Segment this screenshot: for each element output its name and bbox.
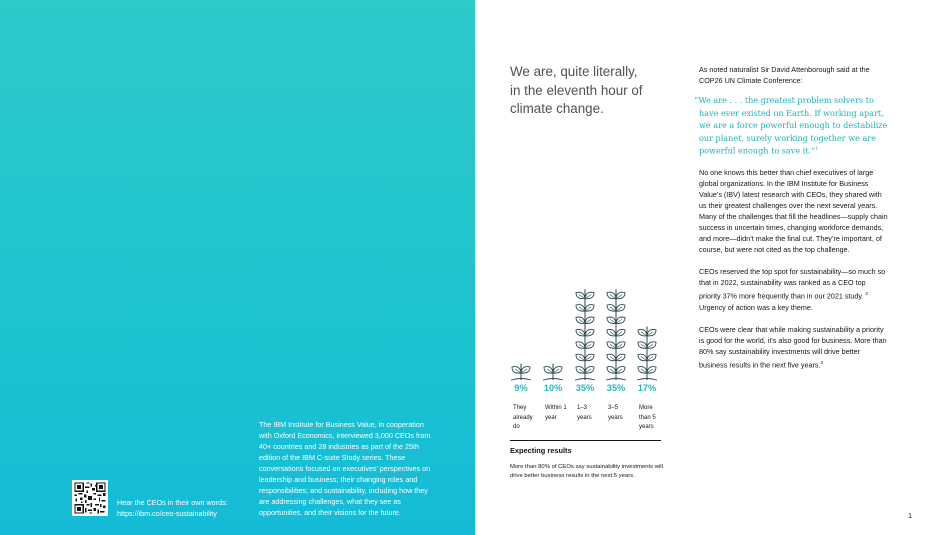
qr-code[interactable] xyxy=(72,480,108,516)
value-label-2: 35% xyxy=(575,383,595,393)
value-label-4: 17% xyxy=(637,383,657,393)
footnote-ref-1: 1 xyxy=(815,147,819,152)
body-paragraph-2-tail: Urgency of action was a key theme. xyxy=(699,302,813,312)
body-column xyxy=(694,64,889,381)
value-label-1: 10% xyxy=(543,383,563,393)
plant-bar-1 xyxy=(537,270,569,430)
qr-code-graphic xyxy=(73,481,107,515)
plant-bar-4 xyxy=(631,270,663,430)
footnote-ref-3: 3 xyxy=(820,359,823,365)
page-number: 1 xyxy=(908,511,912,520)
plant-graphic-4 xyxy=(631,270,663,384)
body-paragraph-3 xyxy=(699,324,889,370)
plant-bar-0 xyxy=(505,270,537,430)
plant-bar-2 xyxy=(569,270,601,430)
category-label-4: More than 5 years xyxy=(639,405,656,430)
value-label-0: 9% xyxy=(514,383,528,393)
hear-ceos-label: Hear the CEOs in their own words: xyxy=(117,498,228,507)
quote-text: “We are . . . the greatest problem solvers to have ever existed on Earth. If working apart, we are a force powerful enough to destabilize our planet, surely working together we are powerful enough to save it.” xyxy=(694,95,888,156)
page-headline: We are, quite literally, in the eleventh hour of climate change. xyxy=(510,64,643,116)
footnote-ref-2: 2 xyxy=(865,291,868,297)
value-label-3: 35% xyxy=(606,383,626,393)
category-label-0: They already do xyxy=(513,405,533,430)
section-divider xyxy=(510,440,661,441)
quote-intro: As noted naturalist Sir David Attenborough said at the COP26 UN Climate Conference: xyxy=(699,65,870,85)
plant-graphic-3 xyxy=(600,270,632,384)
body-paragraph-2 xyxy=(699,266,889,312)
plant-chart xyxy=(503,270,665,450)
hear-ceos-note xyxy=(117,497,228,519)
plant-graphic-2 xyxy=(569,270,601,384)
expecting-results-text: More than 80% of CEOs say sustainability investments will drive better business results in the next 5 years. xyxy=(510,464,663,479)
plant-graphic-0 xyxy=(505,270,537,384)
body-paragraph-3-text: CEOs were clear that while making sustainability a priority is good for the world, it’s also good for business. More than 80% say sustainability investments will drive better business results in the next five years. xyxy=(699,324,887,369)
plant-bar-3 xyxy=(600,270,632,430)
body-paragraph-2-text: CEOs reserved the top spot for sustainability—so much so that in 2022, sustainability was ranked as a CEO top priority 37% more frequently than in our 2021 study. xyxy=(699,267,886,301)
expecting-results-title: Expecting results xyxy=(510,446,572,455)
hear-ceos-link[interactable]: https://ibm.co/ceo-sustainability xyxy=(117,509,217,518)
category-label-2: 1–3 years xyxy=(577,405,592,421)
methodology-paragraph: The IBM Institute for Business Value, in cooperation with Oxford Economics, interviewed 3,000 CEOs from 40+ countries and 28 industries as part of the 25th edition of the IBM C-suite Study series. These conversations focused on executives’ perspectives on leadership and business; their changing roles and responsibilities; and sustainability, including how they are addressing challenges, what they see as opportunities, and their visions for the future. xyxy=(259,420,431,517)
category-label-1: Within 1 year xyxy=(545,405,567,421)
attenborough-quote xyxy=(694,94,889,157)
plant-graphic-1 xyxy=(537,270,569,384)
body-paragraph-1: No one knows this better than chief executives of large global organizations. In the IBM Institute for Business Value’s (IBV) latest research with CEOs, they shared with us their greatest challenges over the next several years. Many of the challenges that fill the headlines—supply chain success in uncertain times, changing workforce demands, and more—didn’t make the final cut. They’re important, of course, but were not cited as the top challenge. xyxy=(699,168,888,255)
category-label-3: 3–5 years xyxy=(608,405,623,421)
